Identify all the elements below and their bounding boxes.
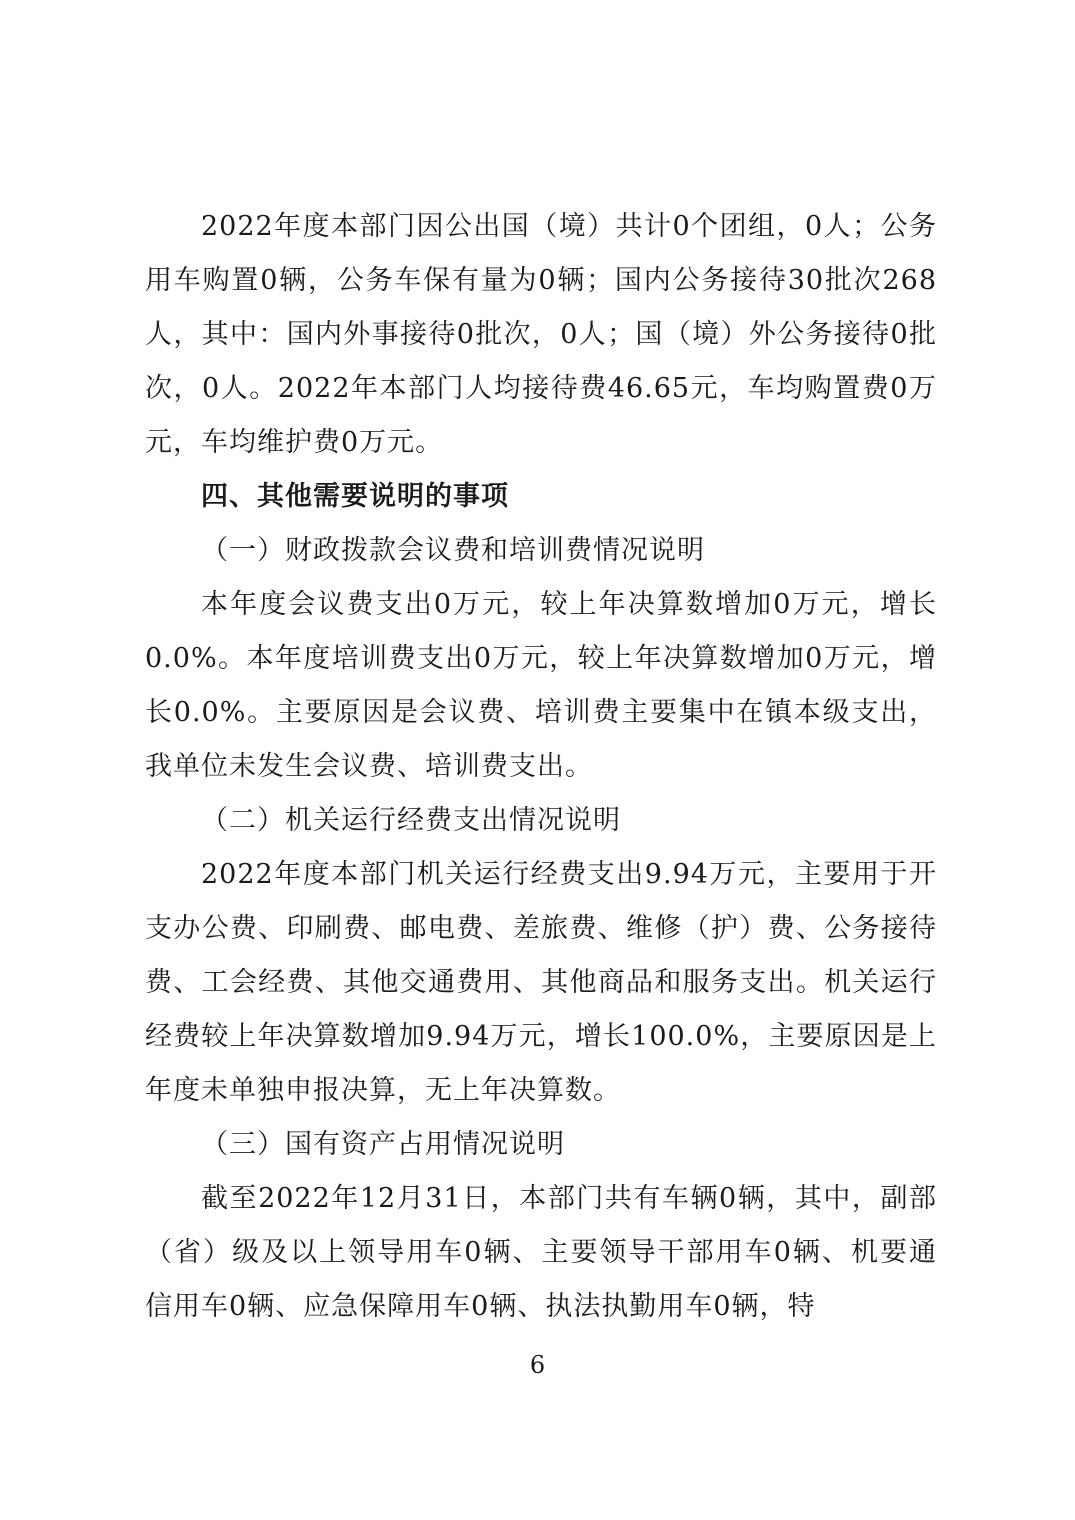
section-heading-other-matters: 四、其他需要说明的事项 [201,481,509,512]
paragraph-meeting-training: 本年度会议费支出0万元，较上年决算数增加0万元，增长0.0%。本年度培训费支出0万元，较上年决算数增加0万元，增长0.0%。主要原因是会议费、培训费主要集中在镇本级支出，我单位未发生会议费、培训费支出。 [145,589,937,782]
paragraph-state-assets: 截至2022年12月31日，本部门共有车辆0辆，其中，副部（省）级及以上领导用车0辆、主要领导干部用车0辆、机要通信用车0辆、应急保障用车0辆、执法执勤用车0辆，特 [145,1183,937,1322]
subheading-state-assets: （三）国有资产占用情况说明 [201,1129,565,1160]
page-number: 6 [529,1351,546,1379]
paragraph-operating-expenses: 2022年度本部门机关运行经费支出9.94万元，主要用于开支办公费、印刷费、邮电费、差旅费、维修（护）费、公务接待费、工会经费、其他交通费用、其他商品和服务支出。机关运行经费较上年决算数增加9.94万元，增长100.0%，主要原因是上年度未单独申报决算，无上年决算数。 [145,859,937,1106]
document-body [145,200,937,1334]
subheading-operating-expenses: （二）机关运行经费支出情况说明 [201,805,621,836]
paragraph-overseas-reception: 2022年度本部门因公出国（境）共计0个团组，0人；公务用车购置0辆，公务车保有量为0辆；国内公务接待30批次268人，其中：国内外事接待0批次，0人；国（境）外公务接待0批次，0人。2022年本部门人均接待费46.65元，车均购置费0万元，车均维护费0万元。 [145,211,937,458]
subheading-meeting-training: （一）财政拨款会议费和培训费情况说明 [201,535,705,566]
